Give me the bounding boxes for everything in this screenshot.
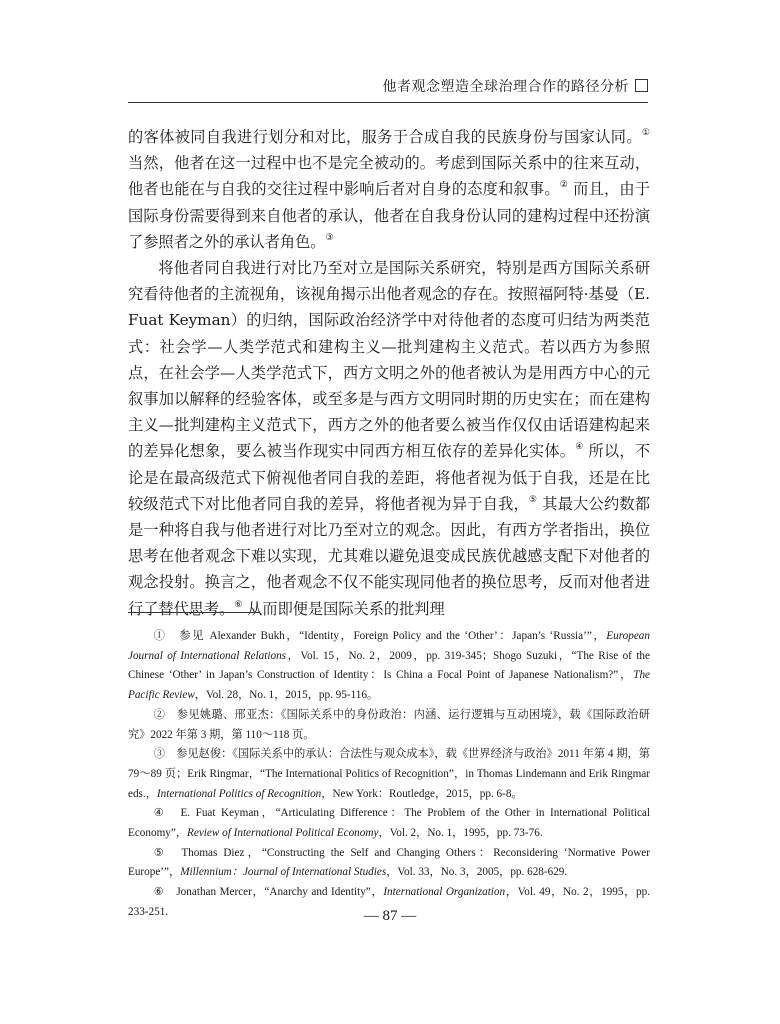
main-body-text bbox=[128, 124, 650, 622]
footnote bbox=[128, 804, 650, 843]
footnote-divider bbox=[128, 612, 260, 613]
page-number: — 87 — bbox=[363, 908, 417, 924]
footnote-ref: ② bbox=[559, 180, 569, 191]
footnote-text: 参见姚璐、邢亚杰：《国际关系中的身份政治：内涵、运行逻辑与互动困境》，载《国际政治研究》2022 年第 3 期，第 110～118 页。 bbox=[128, 708, 650, 741]
footnote-source-title: International Politics of Recognition bbox=[156, 787, 322, 800]
footnote-mark: ⑤ bbox=[153, 846, 182, 859]
body-paragraph: 将他者同自我进行对比乃至对立是国际关系研究，特别是西方国际关系研究看待他者的主流视角，该视角揭示出他者观念的存在。按照福阿特·基曼（E. Fuat Keyman）的归纳，国际政治经济学中对待他者的态度可归结为两类范式：社会学—人类学范式和建构主义—批判建构主义范式。若以西方为参照点，在社会学—人类学范式下，西方文明之外的他者被认为是用西方中心的元叙事加以解释的经验客体，或至多是与西方文明同时期的历史实在；而在建构主义—批判建构主义范式下，西方之外的他者要么被当作仅仅由话语建构起来的差异化想象，要么被当作现实中同西方相互依存的差异化实体。④ 所以，不论是在最高级范式下俯视他者同自我的差距，将他者视为低于自我，还是在比较级范式下对比他者同自我的差异，将他者视为异于自我，⑤ 其最大公约数都是一种将自我与他者进行对比乃至对立的观念。因此，有西方学者指出，换位思考在他者观念下难以实现，尤其难以避免退变成民族优越感支配下对他者的观念投射。换言之，他者观念不仅不能实现同他者的换位思考，反而对他者进行了替代思考。⑥ 从而即便是国际关系的批判理 bbox=[128, 259, 651, 618]
footnote-text: ，Vol. 15，No. 2，2009，pp. 319-345；Shogo Suzuki，“The Rise of the Chinese ‘Other’ in Japan’s Construction of Identity：Is China a Focal Point of Japanese Nationalism?”， bbox=[128, 649, 650, 682]
footnote-text: ，Vol. 33，No. 3，2005，pp. 628-629. bbox=[386, 866, 568, 879]
footnote-mark: ② bbox=[153, 708, 177, 721]
footnote-source-title: International Organization bbox=[383, 886, 506, 899]
square-box-icon bbox=[635, 79, 648, 92]
footnote-text: 参见赵俊：《国际关系中的承认：合法性与观众成本》，载《世界经济与政治》2011 年第 4 期，第 79～89 页；Erik Ringmar，“The International Politics of Recognition”，in Thomas Lindemann and Erik Ringmar eds.， bbox=[128, 748, 650, 800]
footnote-mark: ④ bbox=[153, 807, 181, 820]
footnote bbox=[128, 745, 650, 804]
body-paragraph: 的客体被同自我进行划分和对比，服务于合成自我的民族身份与国家认同。①当然，他者在这一过程中也不是完全被动的。考虑到国际关系中的往来互动，他者也能在与自我的交往过程中影响后者对自身的态度和叙事。② 而且，由于国际身份需要得到来自他者的承认，他者在自我身份认同的建构过程中还扮演了参照者之外的承认者角色。③ bbox=[128, 128, 651, 251]
footnote-text: ，Vol. 2，No. 1，1995，pp. 73-76. bbox=[378, 827, 543, 840]
footnote bbox=[128, 706, 650, 745]
footnote-mark: ③ bbox=[153, 748, 177, 761]
footnote-source-title: European Journal of International Relations bbox=[128, 630, 650, 662]
footnotes bbox=[128, 627, 650, 923]
footnote-ref: ③ bbox=[325, 232, 334, 243]
running-header bbox=[128, 76, 648, 103]
footnote-text: E. Fuat Keyman，“Articulating Difference：The Problem of the Other in International Political Economy”， bbox=[128, 807, 650, 840]
footnote-text: ，Vol. 28，No. 1，2015，pp. 95-116。 bbox=[194, 689, 379, 702]
footnote-mark: ① bbox=[153, 630, 180, 642]
footnote-mark: ⑥ bbox=[153, 886, 177, 899]
footnote-text: Thomas Diez，“Constructing the Self and Changing Others：Reconsidering ‘Normative Power Europe’”， bbox=[128, 846, 650, 879]
footnote-ref: ⑥ bbox=[234, 599, 243, 610]
footnote-source-title: The Pacific Review bbox=[128, 669, 650, 702]
footnote-text: ，Vol. 49，No. 2，1995，pp. 233-251. bbox=[128, 886, 650, 918]
footnote-text: Jonathan Mercer，“Anarchy and Identity”， bbox=[176, 886, 384, 899]
footnote-text: ，New York：Routledge，2015，pp. 6-8。 bbox=[321, 787, 523, 800]
footnote-ref: ① bbox=[641, 128, 650, 138]
footnote-text: 参见 Alexander Bukh，“Identity，Foreign Policy and the ‘Other’：Japan’s ‘Russia’”， bbox=[179, 630, 607, 642]
running-title: 他者观念塑造全球治理合作的路径分析 bbox=[382, 79, 629, 95]
footnote-source-title: Millennium：Journal of International Studies bbox=[180, 866, 387, 879]
footnote bbox=[128, 627, 650, 706]
footnote bbox=[128, 844, 650, 883]
footnote-ref: ④ bbox=[575, 442, 584, 453]
footnote-ref: ⑤ bbox=[528, 494, 538, 505]
footnote-source-title: Review of International Political Economy bbox=[187, 827, 379, 840]
